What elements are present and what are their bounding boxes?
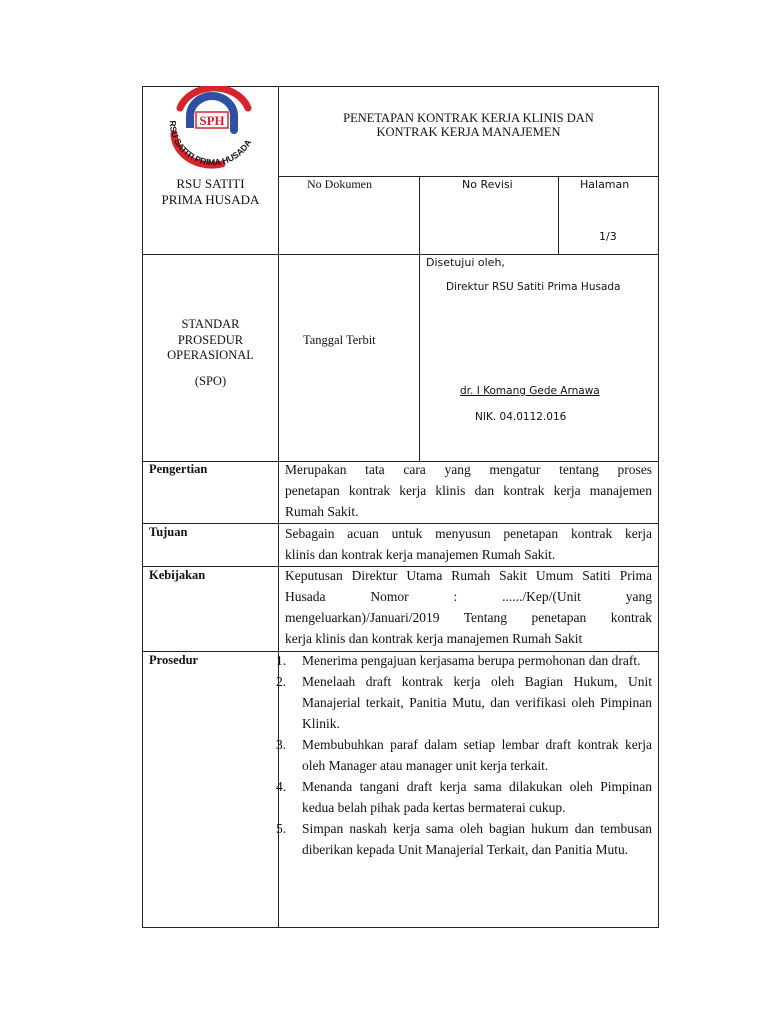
org-name-line1: RSU SATITI bbox=[176, 176, 245, 191]
list-item bbox=[276, 776, 652, 818]
prosedur-list bbox=[276, 650, 652, 860]
border-halaman-left bbox=[558, 176, 559, 255]
border-col-divider bbox=[278, 86, 279, 928]
kebijakan-label: Kebijakan bbox=[149, 568, 206, 582]
org-name bbox=[143, 176, 278, 208]
pengertian-text bbox=[285, 459, 652, 522]
border-norevisi-left bbox=[419, 176, 420, 462]
pengertian-line: penetapan kontrak kerja klinis dan kontrak kerja manajemen bbox=[285, 483, 652, 498]
pengertian-label: Pengertian bbox=[149, 462, 208, 476]
kebijakan-line: Keputusan Direktur Utama Rumah Sakit Umum Satiti Prima bbox=[285, 568, 652, 583]
tanggal-terbit-label: Tanggal Terbit bbox=[303, 333, 376, 347]
tujuan-text bbox=[285, 523, 652, 565]
list-item-text: Membubuhkan paraf dalam setiap lembar draft kontrak kerja oleh Manager atau manager unit kerja terkait. bbox=[302, 737, 652, 773]
list-item bbox=[276, 734, 652, 776]
document-title bbox=[279, 111, 658, 139]
list-item-text: Simpan naskah kerja sama oleh bagian hukum dan tembusan diberikan kepada Unit Manajerial Terkait, dan Panitia Mutu. bbox=[302, 821, 652, 857]
list-item-number: 5. bbox=[276, 821, 287, 836]
kebijakan-line: mengeluarkan)/Januari/2019 Tentang penetapan kontrak bbox=[285, 610, 652, 625]
prosedur-label: Prosedur bbox=[149, 653, 199, 667]
halaman-label: Halaman bbox=[580, 178, 630, 191]
list-item-number: 4. bbox=[276, 779, 287, 794]
pengertian-line: Rumah Sakit. bbox=[285, 504, 359, 519]
list-item-number: 1. bbox=[276, 653, 287, 668]
spo-line2: PROSEDUR bbox=[177, 332, 244, 347]
logo-abbr: SPH bbox=[199, 113, 225, 128]
logo-arc-text: RSU SATITI PRIMA HUSADA bbox=[167, 120, 254, 168]
tujuan-line: Sebagain acuan untuk menyusun penetapan kontrak kerja bbox=[285, 526, 652, 541]
list-item-text: Menanda tangani draft kerja sama dilakukan oleh Pimpinan kedua belah pihak pada kertas bermaterai cukup. bbox=[302, 779, 652, 815]
direktur-label: Direktur RSU Satiti Prima Husada bbox=[446, 281, 621, 293]
list-item-text: Menerima pengajuan kerjasama berupa permohonan dan draft. bbox=[302, 653, 641, 668]
list-item bbox=[276, 818, 652, 860]
kebijakan-text bbox=[285, 565, 652, 649]
border-right bbox=[658, 86, 659, 928]
list-item bbox=[276, 671, 652, 734]
no-dokumen-label: No Dokumen bbox=[307, 177, 372, 191]
list-item-number: 2. bbox=[276, 674, 287, 689]
spo-line1: STANDAR bbox=[181, 317, 240, 331]
kebijakan-line: kerja klinis dan kontrak kerja manajemen Rumah Sakit bbox=[285, 631, 583, 646]
title-line1: PENETAPAN KONTRAK KERJA KLINIS DAN bbox=[343, 111, 594, 125]
nik-value: NIK. 04.0112.016 bbox=[475, 411, 567, 423]
list-item-text: Menelaah draft kontrak kerja oleh Bagian Hukum, Unit Manajerial terkait, Panitia Mutu, dan verifikasi oleh Pimpinan Klinik. bbox=[302, 674, 652, 731]
no-revisi-label: No Revisi bbox=[462, 178, 513, 191]
spo-title bbox=[143, 317, 278, 389]
disetujui-label: Disetujui oleh, bbox=[426, 256, 505, 269]
title-line2: KONTRAK KERJA MANAJEMEN bbox=[376, 125, 561, 139]
tujuan-line: klinis dan kontrak kerja manajemen Rumah Sakit. bbox=[285, 547, 556, 562]
halaman-value: 1/3 bbox=[599, 230, 617, 243]
signer-name: dr. I Komang Gede Arnawa bbox=[460, 385, 600, 397]
border-header-bottom bbox=[142, 254, 659, 255]
kebijakan-line: Husada Nomor : ....../Kep/(Unit yang bbox=[285, 589, 652, 604]
border-bottom bbox=[142, 927, 659, 928]
tujuan-label: Tujuan bbox=[149, 525, 188, 539]
list-item bbox=[276, 650, 652, 671]
spo-line4: (SPO) bbox=[194, 373, 227, 388]
org-name-line2: PRIMA HUSADA bbox=[161, 192, 260, 207]
pengertian-line: Merupakan tata cara yang mengatur tentang proses bbox=[285, 462, 652, 477]
border-left bbox=[142, 86, 143, 928]
spo-line3: OPERASIONAL bbox=[167, 348, 254, 362]
list-item-number: 3. bbox=[276, 737, 287, 752]
hospital-logo bbox=[160, 86, 264, 172]
